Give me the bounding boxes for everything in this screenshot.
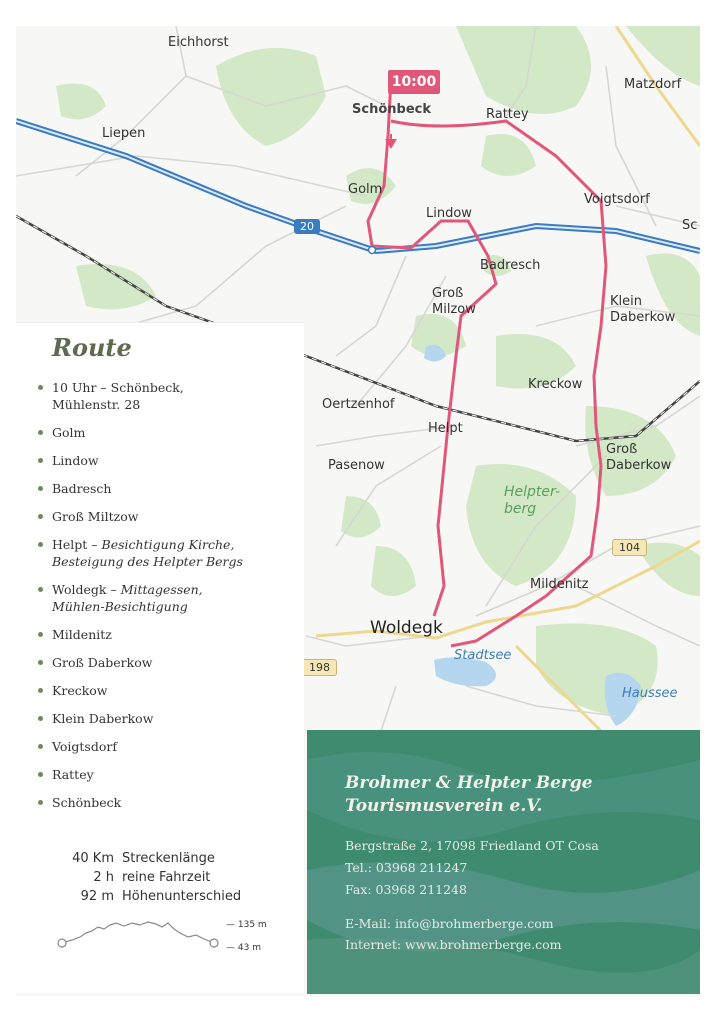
route-stop: Groß Miltzow bbox=[36, 508, 296, 525]
contact-box bbox=[307, 730, 700, 994]
road-shield-b104: 104 bbox=[612, 539, 647, 556]
place-sc: Sc bbox=[682, 218, 698, 233]
place-oertzenhof: Oertzenhof bbox=[322, 397, 395, 412]
route-stop: Schönbeck bbox=[36, 794, 296, 811]
route-stop: Voigtsdorf bbox=[36, 738, 296, 755]
place-golm: Golm bbox=[348, 182, 383, 197]
route-stop: Klein Daberkow bbox=[36, 710, 296, 727]
place-woldegk: Woldegk bbox=[370, 618, 443, 638]
route-stop: Badresch bbox=[36, 480, 296, 497]
motorway-junction-icon bbox=[369, 247, 376, 254]
stat-duration: 2 h reine Fahrzeit bbox=[93, 870, 211, 885]
route-stop: Helpt – Besichtigung Kirche, Besteigung des Helpter Bergs bbox=[36, 536, 296, 570]
profile-start-icon bbox=[58, 939, 66, 947]
organisation-name: Brohmer & Helpter Berge Tourismusverein e.V. bbox=[345, 773, 593, 816]
road-shield-a20: 20 bbox=[294, 219, 320, 234]
place-matzdorf: Matzdorf bbox=[624, 77, 682, 92]
contact-address: Bergstraße 2, 17098 Friedland OT Cosa bbox=[345, 838, 599, 853]
place-kreckow: Kreckow bbox=[528, 377, 583, 392]
route-stats bbox=[42, 851, 241, 908]
place-lindow: Lindow bbox=[426, 206, 472, 221]
place-schoenbeck: Schönbeck bbox=[352, 102, 431, 117]
place-voigtsdorf: Voigtsdorf bbox=[584, 192, 650, 207]
stat-distance: 40 Km Streckenlänge bbox=[72, 851, 215, 866]
place-mildenitz: Mildenitz bbox=[530, 577, 589, 592]
place-gross-daberkow-2: Daberkow bbox=[606, 458, 672, 473]
place-pasenow: Pasenow bbox=[328, 458, 385, 473]
route-stop: Kreckow bbox=[36, 682, 296, 699]
route-stop: Rattey bbox=[36, 766, 296, 783]
road-shield-b198: 198 bbox=[302, 659, 337, 676]
contact-email[interactable]: E-Mail: info@brohmerberge.com bbox=[345, 916, 554, 931]
elevation-max: — 135 m bbox=[226, 920, 267, 930]
route-panel bbox=[16, 322, 304, 993]
place-klein-daberkow-1: Klein bbox=[610, 294, 642, 309]
elevation-min: — 43 m bbox=[226, 943, 261, 953]
place-liepen: Liepen bbox=[102, 126, 146, 141]
stat-elevation: 92 m Höhenunterschied bbox=[80, 889, 242, 904]
route-stop-list bbox=[36, 379, 296, 822]
route-stop: Mildenitz bbox=[36, 626, 296, 643]
place-eichhorst: Eichhorst bbox=[168, 35, 229, 50]
route-title: Route bbox=[52, 333, 132, 362]
place-helpterberg-2: berg bbox=[504, 501, 537, 517]
place-gross-milzow-1: Groß bbox=[432, 286, 464, 301]
place-rattey: Rattey bbox=[486, 107, 529, 122]
place-gross-milzow-2: Milzow bbox=[432, 302, 476, 317]
route-stop: Woldegk – Mittagessen, Mühlen-Besichtigung bbox=[36, 581, 296, 615]
route-stop: 10 Uhr – Schönbeck, Mühlenstr. 28 bbox=[36, 379, 296, 413]
route-stop: Golm bbox=[36, 424, 296, 441]
contact-website[interactable]: Internet: www.brohmerberge.com bbox=[345, 937, 562, 952]
contact-fax: Fax: 03968 211248 bbox=[345, 882, 467, 897]
place-haussee: Haussee bbox=[622, 686, 678, 701]
place-stadtsee: Stadtsee bbox=[454, 648, 512, 663]
start-time-badge: 10:00 bbox=[388, 70, 440, 94]
elevation-profile bbox=[52, 913, 222, 953]
place-gross-daberkow-1: Groß bbox=[606, 442, 638, 457]
place-helpt: Helpt bbox=[428, 421, 463, 436]
route-stop: Lindow bbox=[36, 452, 296, 469]
place-klein-daberkow-2: Daberkow bbox=[610, 310, 676, 325]
profile-end-icon bbox=[210, 939, 218, 947]
contact-phone: Tel.: 03968 211247 bbox=[345, 860, 468, 875]
route-stop: Groß Daberkow bbox=[36, 654, 296, 671]
place-badresch: Badresch bbox=[480, 258, 541, 273]
place-helpterberg-1: Helpter- bbox=[504, 484, 561, 500]
